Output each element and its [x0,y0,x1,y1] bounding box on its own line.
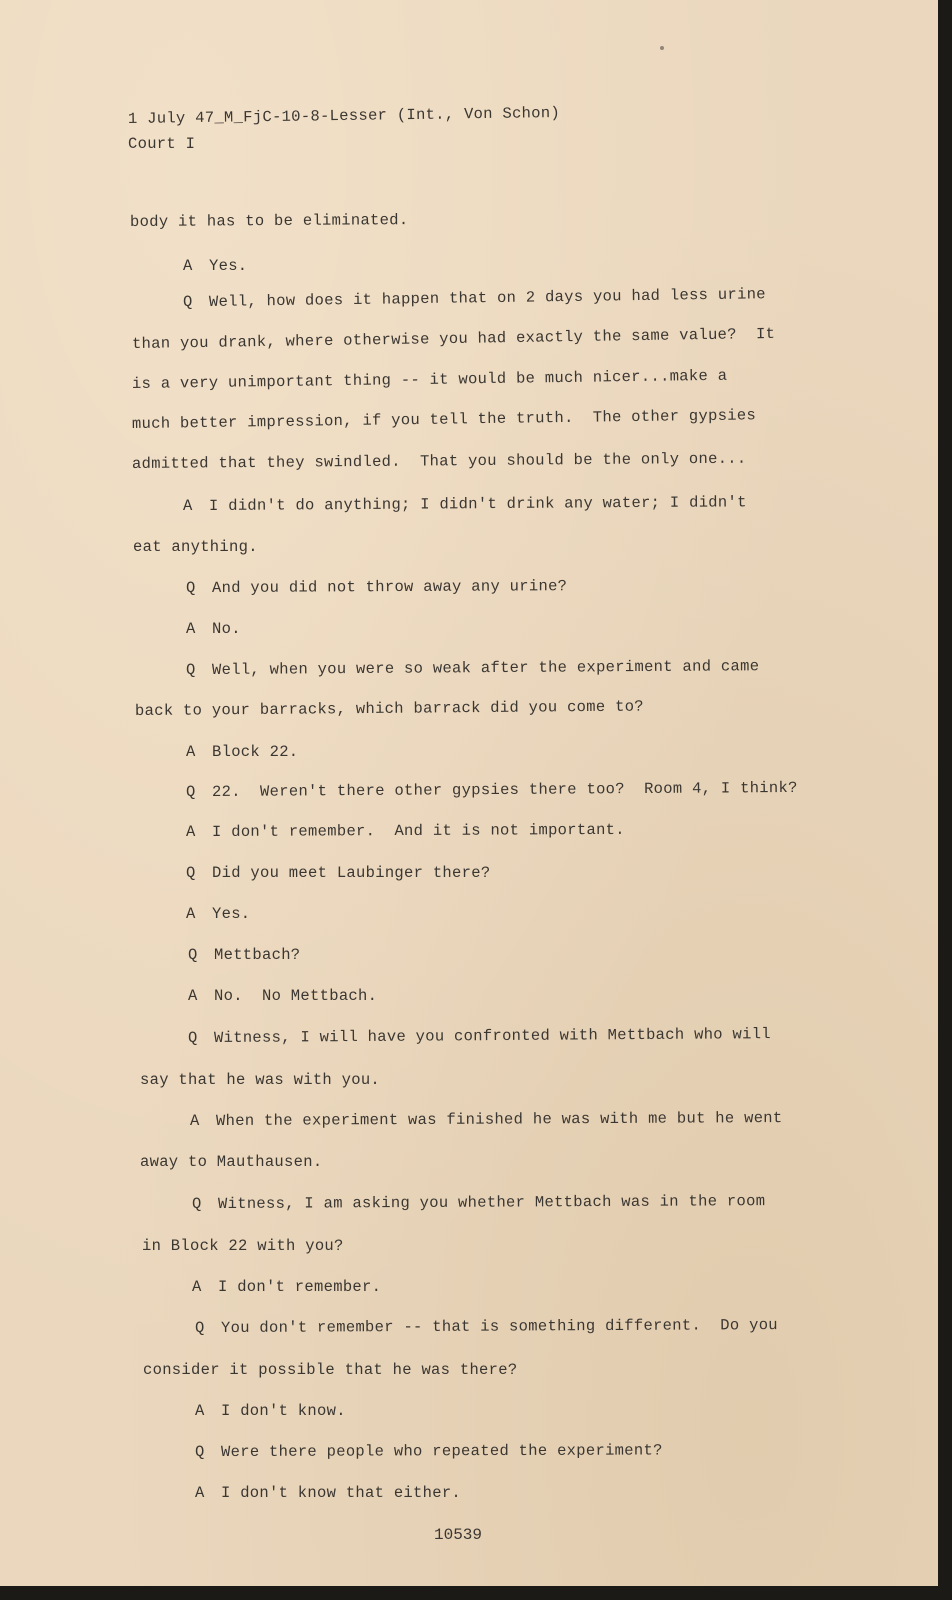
speaker-label: Q [186,783,196,801]
header-line-2: Court I [128,135,196,153]
scan-edge-bottom [0,1586,952,1600]
speaker-label: A [188,987,198,1005]
scan-edge-right [938,0,952,1600]
speaker-label: A [183,497,193,515]
paper-speck [660,46,664,50]
transcript-line: Witness, I am asking you whether Mettbach was in the room [217,1192,766,1213]
transcript-line: I didn't do anything; I didn't drink any water; I didn't [208,493,747,515]
speaker-label: A [186,743,196,761]
speaker-label: Q [186,579,196,597]
speaker-label: A [186,823,196,841]
speaker-label: A [192,1278,202,1296]
transcript-line: I don't know. [221,1402,346,1420]
header-line-1: 1 July 47_M_FjC-10-8-Lesser (Int., Von Schon) [127,103,561,128]
transcript-line: Mettbach? [214,946,301,964]
transcript-line: in Block 22 with you? [142,1237,344,1255]
transcript-line: say that he was with you. [140,1071,381,1089]
speaker-label: Q [195,1319,205,1337]
speaker-label: A [183,257,193,275]
speaker-label: Q [183,293,193,311]
speaker-label: A [186,620,196,638]
transcript-line: admitted that they swindled. That you should be the only one... [131,449,747,473]
transcript-line: No. [212,620,241,638]
transcript-line: back to your barracks, which barrack did you come to? [134,697,644,720]
transcript-line: I don't know that either. [221,1484,462,1502]
transcript-line: body it has to be eliminated. [129,211,409,231]
transcript-line: Yes. [212,905,251,923]
speaker-label: A [190,1112,200,1130]
transcript-line: I don't remember. And it is not important. [211,820,625,841]
page-number: 10539 [434,1526,483,1544]
speaker-label: Q [186,661,196,679]
speaker-label: A [195,1484,205,1502]
transcript-line: Well, how does it happen that on 2 days you had less urine [208,285,766,311]
transcript-line: eat anything. [133,538,258,556]
transcript-line: Yes. [209,257,248,275]
transcript-line: Block 22. [212,743,299,761]
transcript-line: Well, when you were so weak after the experiment and came [211,657,760,679]
transcript-line: 22. Weren't there other gypsies there too? Room 4, I think? [211,778,798,801]
transcript-line: than you drank, where otherwise you had exactly the same value? It [131,324,776,353]
transcript-line: No. No Mettbach. [214,987,378,1005]
speaker-label: Q [188,946,198,964]
transcript-line: much better impression, if you tell the truth. The other gypsies [131,406,757,433]
transcript-line: Were there people who repeated the experiment? [220,1441,663,1461]
speaker-label: A [195,1402,205,1420]
transcript-line: is a very unimportant thing -- it would be much nicer...make a [131,366,728,393]
speaker-label: Q [192,1195,202,1213]
speaker-label: Q [195,1443,205,1461]
speaker-label: Q [188,1029,198,1047]
speaker-label: Q [186,864,196,882]
transcript-line: And you did not throw away any urine? [211,577,568,597]
transcript-line: away to Mauthausen. [140,1153,323,1171]
transcript-line: You don't remember -- that is something different. Do you [220,1316,778,1337]
transcript-line: consider it possible that he was there? [143,1361,518,1379]
speaker-label: A [186,905,196,923]
transcript-line: When the experiment was finished he was with me but he went [215,1109,783,1130]
transcript-line: I don't remember. [218,1278,382,1296]
transcript-line: Did you meet Laubinger there? [212,864,491,882]
transcript-line: Witness, I will have you confronted with Mettbach who will [213,1025,771,1047]
